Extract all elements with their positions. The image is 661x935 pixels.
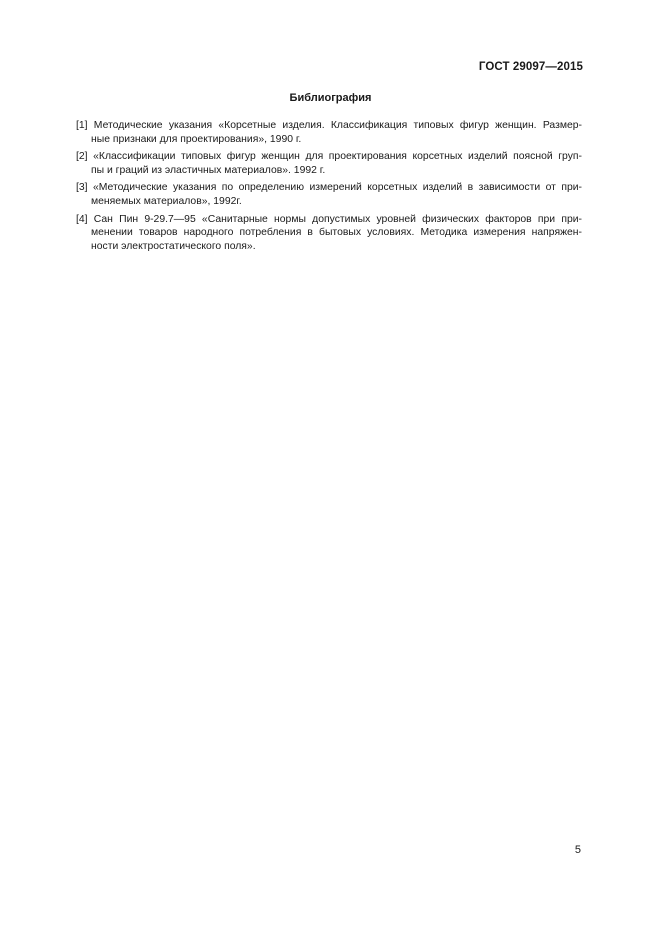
entry-line: [1] Методические указания «Корсетные изделия. Классификация типовых фигур женщин. Размер- (76, 120, 582, 131)
bibliography-entry (76, 150, 582, 177)
bibliography-entry (76, 213, 582, 254)
entry-line: пы и граций из эластичных материалов». 1992 г. (91, 164, 326, 176)
entry-line: ности электростатического поля». (91, 240, 256, 252)
bibliography-list (76, 119, 582, 257)
entry-line: меняемых материалов», 1992г. (91, 195, 242, 207)
entry-line: [3] «Методические указания по определению измерений корсетных изделий в зависимости от при- (76, 182, 582, 194)
entry-line: [2] «Классификации типовых фигур женщин для проектирования корсетных изделий поясной груп- (76, 151, 582, 163)
bibliography-entry (76, 181, 582, 208)
entry-line: менении товаров народного потребления в бытовых условиях. Методика измерения напряжен- (91, 227, 582, 239)
bibliography-entry (76, 119, 582, 146)
document-code: ГОСТ 29097—2015 (478, 61, 583, 73)
bibliography-title: Библиография (289, 92, 372, 104)
entry-line: ные признаки для проектирования», 1990 г. (91, 133, 302, 145)
entry-line: [4] Сан Пин 9-29.7—95 «Санитарные нормы допустимых уровней физических факторов при при- (76, 213, 582, 225)
page-number: 5 (574, 844, 581, 856)
